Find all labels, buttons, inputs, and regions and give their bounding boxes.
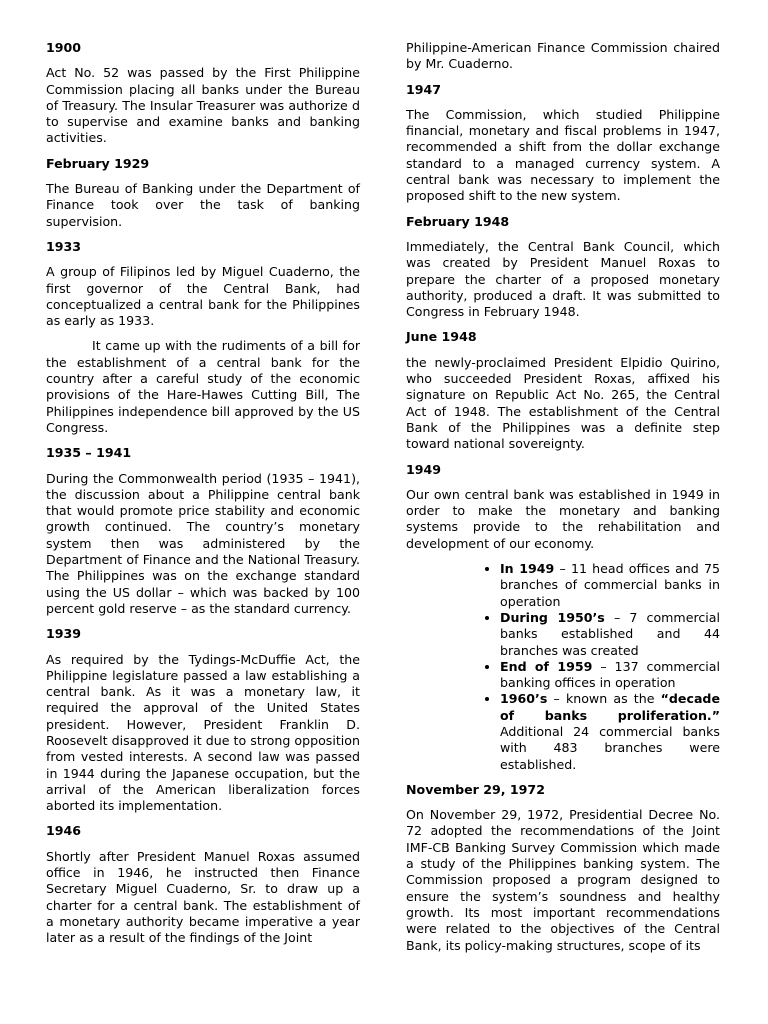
- heading-1933: 1933: [46, 238, 82, 254]
- paragraph-1946: Shortly after President Manuel Roxas assumed office in 1946, he instructed then Finance Secretary Miguel Cuaderno, Sr. to draw up a charter for a central bank. The establishment of a monetary authority became imperative a year later as a result of the findings of the Joint: [46, 848, 360, 946]
- list-item: [500, 561, 720, 610]
- list-item-emphasis: “decade of banks proliferation.”: [500, 691, 720, 723]
- list-item: [500, 610, 720, 659]
- list-item: [500, 691, 720, 772]
- heading-february-1948: February 1948: [406, 213, 510, 229]
- list-item-text: – known as the: [547, 691, 661, 707]
- paragraph-november-29-1972: On November 29, 1972, Presidential Decree No. 72 adopted the recommendations of the Joint IMF-CB Banking Survey Commission which made a study of the Philippines banking system. The Commission proposed a program designed to ensure the system’s soundness and healthy growth. Its most important recommendations were related to the objectives of the Central Bank, its policy-making structures, scope of its: [406, 807, 720, 953]
- heading-1947: 1947: [406, 81, 442, 97]
- heading-june-1948: June 1948: [406, 329, 477, 345]
- heading-1949: 1949: [406, 461, 442, 477]
- bank-growth-list: [406, 561, 720, 773]
- heading-1939: 1939: [46, 626, 82, 642]
- list-item-text: – 11 head offices and 75 branches of commercial banks in operation: [500, 561, 720, 609]
- right-column: [406, 40, 720, 963]
- list-item-text: Additional 24 commercial banks with 483 branches were established.: [500, 723, 720, 772]
- list-item-label: 1960’s: [500, 691, 548, 707]
- list-item-text: – 7 commercial banks established and 44 branches was created: [500, 609, 720, 658]
- paragraph-1935-1941: During the Commonwealth period (1935 – 1941), the discussion about a Philippine central bank that would promote price stability and economic growth continued. The country’s monetary system then was administered by the Department of Finance and the National Treasury. The Philippines was on the exchange standard using the US dollar – which was backed by 100 percent gold reserve – as the standard currency.: [46, 470, 360, 616]
- paragraph-february-1948: Immediately, the Central Bank Council, which was created by President Manuel Roxas to prepare the charter of a proposed monetary authority, produced a draft. It was submitted to Congress in February 1948.: [406, 238, 720, 320]
- list-item-label: During 1950’s: [500, 609, 605, 625]
- paragraph-1900: Act No. 52 was passed by the First Philippine Commission placing all banks under the Bureau of Treasury. The Insular Treasurer was authorize d to supervise and examine banks and banking activities.: [46, 65, 360, 146]
- heading-1946: 1946: [46, 823, 82, 839]
- list-item-text: – 137 commercial banking offices in operation: [500, 658, 720, 691]
- left-column: [46, 40, 360, 956]
- paragraph-1939: As required by the Tydings-McDuffie Act, the Philippine legislature passed a law establishing a central bank. As it was a monetary law, it required the approval of the United States president. However, President Franklin D. Roosevelt disapproved it due to strong opposition from vested interests. A second law was passed in 1944 during the Japanese occupation, but the arrival of the American liberalization forces aborted its implementation.: [46, 651, 360, 814]
- paragraph-june-1948: the newly-proclaimed President Elpidio Quirino, who succeeded President Roxas, affixed his signature on Republic Act No. 265, the Central Act of 1948. The establishment of the Central Bank of the Philippines was a definite step toward national sovereignty.: [406, 354, 720, 452]
- paragraph-1933-b: It came up with the rudiments of a bill for the establishment of a central bank for the country after a careful study of the economic provisions of the Hare-Hawes Cutting Bill, The Philippines independence bill approved by the US Congress.: [46, 338, 360, 435]
- heading-1900: 1900: [46, 40, 82, 55]
- paragraph-1946-continued: Philippine-American Finance Commission chaired by Mr. Cuaderno.: [406, 40, 720, 72]
- paragraph-february-1929: The Bureau of Banking under the Department of Finance took over the task of banking supervision.: [46, 181, 360, 229]
- paragraph-1933-a: A group of Filipinos led by Miguel Cuaderno, the first governor of the Central Bank, had conceptualized a central bank for the Philippines as early as 1933.: [46, 264, 360, 329]
- heading-february-1929: February 1929: [46, 155, 150, 171]
- list-item: [500, 659, 720, 692]
- paragraph-1949: Our own central bank was established in 1949 in order to make the monetary and banking systems provide to the rehabilitation and development of our economy.: [406, 486, 720, 551]
- list-item-label: End of 1959: [500, 658, 593, 674]
- list-item-label: In 1949: [500, 561, 555, 577]
- heading-1935-1941: 1935 – 1941: [46, 445, 132, 461]
- heading-november-29-1972: November 29, 1972: [406, 781, 545, 797]
- paragraph-1947: The Commission, which studied Philippine financial, monetary and fiscal problems in 1947, recommended a shift from the dollar exchange standard to a managed currency system. A central bank was necessary to implement the proposed shift to the new system.: [406, 106, 720, 204]
